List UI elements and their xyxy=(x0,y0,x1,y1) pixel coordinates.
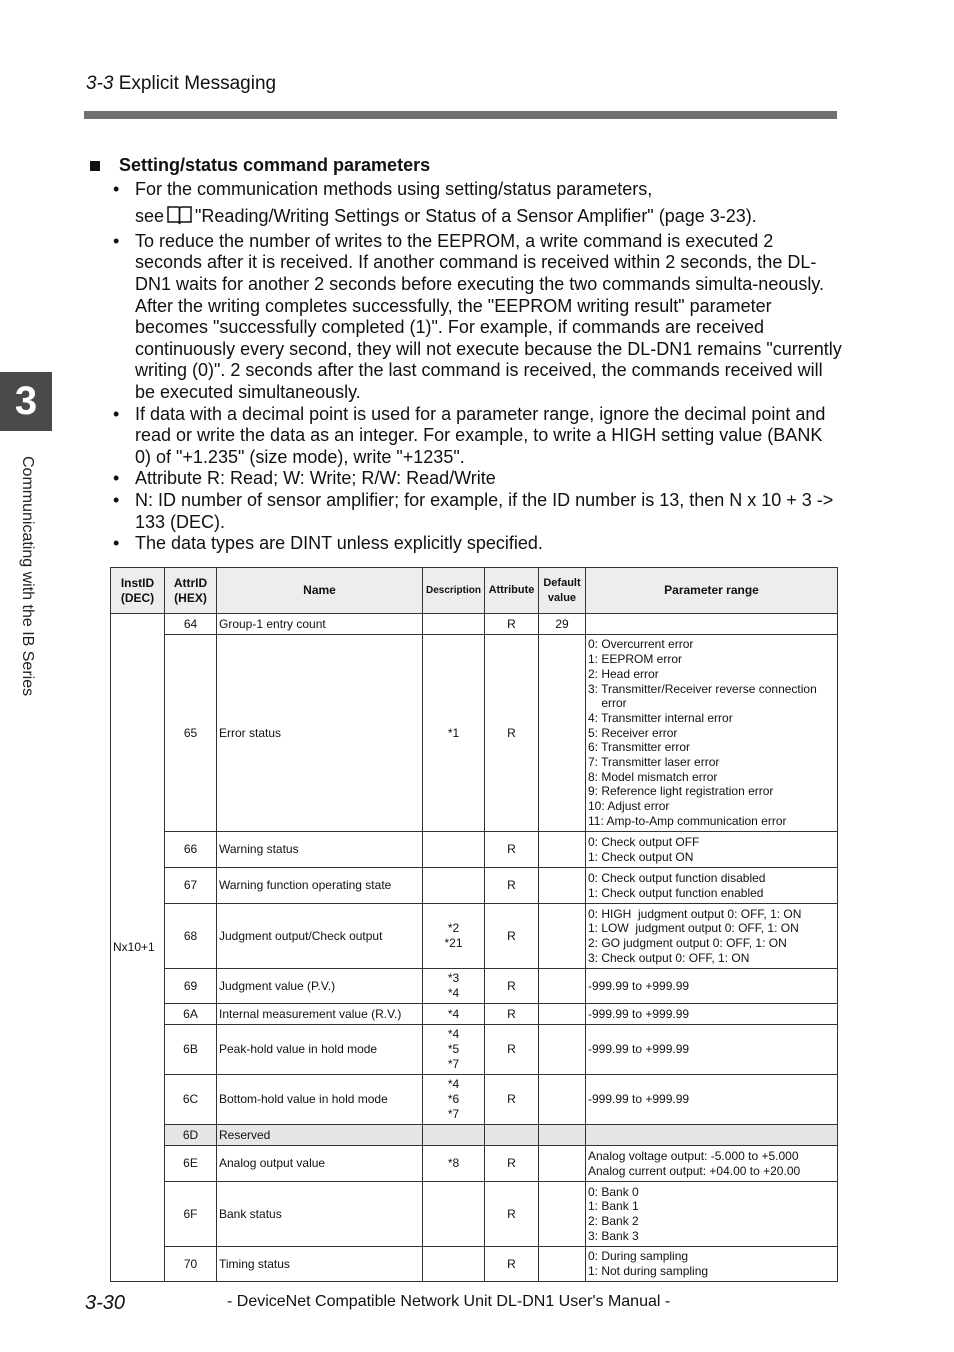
list-item: • N: ID number of sensor amplifier; for example, if the ID number is 13, then N x 10 + 3 -> 133 (DEC). xyxy=(113,489,834,532)
attrid-cell: 6B xyxy=(165,1025,217,1075)
attribute-cell: R xyxy=(485,1182,539,1247)
attribute-cell: R xyxy=(485,969,539,1004)
attrid-cell: 6E xyxy=(165,1146,217,1182)
name-cell: Reserved xyxy=(217,1125,423,1146)
default-cell xyxy=(539,1004,586,1025)
header-attrid: AttrID (HEX) xyxy=(165,568,217,614)
name-cell: Bank status xyxy=(217,1182,423,1247)
description-cell: *4 xyxy=(423,1004,485,1025)
default-cell xyxy=(539,1146,586,1182)
range-cell: Analog voltage output: -5.000 to +5.000 Analog current output: +04.00 to +20.00 xyxy=(586,1146,838,1182)
default-cell xyxy=(539,832,586,868)
description-cell: *2 *21 xyxy=(423,904,485,969)
attrid-cell: 6D xyxy=(165,1125,217,1146)
table-row xyxy=(111,969,838,1004)
description-cell xyxy=(423,1247,485,1282)
table-row xyxy=(111,1025,838,1075)
section-number: 3-3 xyxy=(86,73,114,94)
default-cell xyxy=(539,1125,586,1146)
list-item: • The data types are DINT unless explicitly specified. xyxy=(113,533,543,554)
default-cell xyxy=(539,1075,586,1125)
chapter-tab: 3 xyxy=(0,372,52,431)
description-cell: *4 *6 *7 xyxy=(423,1075,485,1125)
section-title: Explicit Messaging xyxy=(118,73,277,94)
table-row xyxy=(111,1146,838,1182)
parameters-table xyxy=(110,567,838,1282)
name-cell: Timing status xyxy=(217,1247,423,1282)
name-cell: Judgment value (P.V.) xyxy=(217,969,423,1004)
description-cell: *3 *4 xyxy=(423,969,485,1004)
range-cell xyxy=(586,1125,838,1146)
range-cell: -999.99 to +999.99 xyxy=(586,1004,838,1025)
attrid-cell: 6C xyxy=(165,1075,217,1125)
list-item: • If data with a decimal point is used for a parameter range, ignore the decimal point and read or write the data as an integer. For example, to write a HIGH setting value (BANK 0) of "+1.235" (size mode), write "+1235". xyxy=(113,403,826,467)
name-cell: Analog output value xyxy=(217,1146,423,1182)
range-cell: 0: Check output OFF 1: Check output ON xyxy=(586,832,838,868)
description-cell xyxy=(423,868,485,904)
range-cell: -999.99 to +999.99 xyxy=(586,1025,838,1075)
range-cell: 0: Overcurrent error 1: EEPROM error 2: Head error 3: Transmitter/Receiver reverse connection error 4: Transmitter internal error 5: Receiver error 6: Transmitter error 7: Transmitter laser error 8: Model mismatch error 9: Reference light registration error 10: Adjust error 11: Amp-to-Amp communication error xyxy=(586,635,838,832)
attribute-cell: R xyxy=(485,635,539,832)
description-cell: *8 xyxy=(423,1146,485,1182)
table-row xyxy=(111,904,838,969)
default-cell xyxy=(539,1247,586,1282)
range-cell: 0: HIGH judgment output 0: OFF, 1: ON 1: LOW judgment output 0: OFF, 1: ON 2: GO judgment output 0: OFF, 1: ON 3: Check output 0: OFF, 1: ON xyxy=(586,904,838,969)
attribute-cell: R xyxy=(485,614,539,635)
default-cell xyxy=(539,868,586,904)
book-icon xyxy=(167,205,192,231)
table-row xyxy=(111,832,838,868)
header-attribute: Attribute xyxy=(485,568,539,614)
side-label: Communicating with the IB Series xyxy=(19,456,36,697)
description-cell: *1 xyxy=(423,635,485,832)
table-row xyxy=(111,1125,838,1146)
page-number: 3-30 xyxy=(85,1292,126,1314)
manual-title: - DeviceNet Compatible Network Unit DL-DN1 User's Manual - xyxy=(227,1293,671,1310)
table-row xyxy=(111,868,838,904)
attribute-cell: R xyxy=(485,1146,539,1182)
header-instid: InstID (DEC) xyxy=(111,568,165,614)
name-cell: Peak-hold value in hold mode xyxy=(217,1025,423,1075)
attrid-cell: 64 xyxy=(165,614,217,635)
description-cell xyxy=(423,1182,485,1247)
parameters-section xyxy=(88,155,843,555)
table-row xyxy=(111,1075,838,1125)
attrid-cell: 69 xyxy=(165,969,217,1004)
range-cell xyxy=(586,614,838,635)
description-cell: *4 *5 *7 xyxy=(423,1025,485,1075)
attrid-cell: 6F xyxy=(165,1182,217,1247)
name-cell: Internal measurement value (R.V.) xyxy=(217,1004,423,1025)
page-reference-link[interactable]: "Reading/Writing Settings or Status of a Sensor Amplifier" (page 3-23). xyxy=(195,206,757,227)
bullet-list xyxy=(88,179,843,555)
attrid-cell: 6A xyxy=(165,1004,217,1025)
instid-cell: Nx10+1 xyxy=(111,614,165,1282)
table-row xyxy=(111,1004,838,1025)
attribute-cell: R xyxy=(485,1004,539,1025)
range-cell: 0: Bank 0 1: Bank 1 2: Bank 2 3: Bank 3 xyxy=(586,1182,838,1247)
list-item: • For the communication methods using setting/status parameters, see "Reading/Writing Settings or Status of a Sensor Amplifier" (page 3-23). xyxy=(88,179,843,231)
page-header xyxy=(86,73,276,95)
range-cell: 0: During sampling 1: Not during sampling xyxy=(586,1247,838,1282)
name-cell: Judgment output/Check output xyxy=(217,904,423,969)
range-cell: -999.99 to +999.99 xyxy=(586,969,838,1004)
header-description: Description xyxy=(423,568,485,614)
name-cell: Error status xyxy=(217,635,423,832)
default-cell xyxy=(539,969,586,1004)
table-row xyxy=(111,635,838,832)
attribute-cell: R xyxy=(485,904,539,969)
name-cell: Bottom-hold value in hold mode xyxy=(217,1075,423,1125)
table-row xyxy=(111,614,838,635)
range-cell: 0: Check output function disabled 1: Check output function enabled xyxy=(586,868,838,904)
name-cell: Warning status xyxy=(217,832,423,868)
attrid-cell: 67 xyxy=(165,868,217,904)
attribute-cell: R xyxy=(485,1247,539,1282)
attrid-cell: 66 xyxy=(165,832,217,868)
subsection-title: Setting/status command parameters xyxy=(119,155,431,175)
name-cell: Warning function operating state xyxy=(217,868,423,904)
attribute-cell: R xyxy=(485,1025,539,1075)
subsection-heading xyxy=(88,155,843,177)
attrid-cell: 68 xyxy=(165,904,217,969)
default-cell xyxy=(539,1182,586,1247)
header-name: Name xyxy=(217,568,423,614)
name-cell: Group-1 entry count xyxy=(217,614,423,635)
attrid-cell: 65 xyxy=(165,635,217,832)
default-cell xyxy=(539,904,586,969)
header-rule xyxy=(84,111,837,119)
attribute-cell: R xyxy=(485,1075,539,1125)
description-cell xyxy=(423,1125,485,1146)
list-item: • To reduce the number of writes to the EEPROM, a write command is executed 2 seconds after it is received. If another command is received within 2 seconds, the DL-DN1 waits for another 2 seconds before executing the two commands simulta-neously. After the writing completes successfully, the "EEPROM writing result" parameter becomes "successfully completed (1)". For example, if commands are received continuously every second, they will not execute because the DL-DN1 remains "currently writing (0)". 2 seconds after the last command is received, the commands received will be executed simultaneously. xyxy=(113,230,842,402)
attrid-cell: 70 xyxy=(165,1247,217,1282)
attribute-cell: R xyxy=(485,868,539,904)
header-range: Parameter range xyxy=(586,568,838,614)
table-row xyxy=(111,1247,838,1282)
list-item: • Attribute R: Read; W: Write; R/W: Read/Write xyxy=(113,468,496,489)
default-cell: 29 xyxy=(539,614,586,635)
description-cell xyxy=(423,832,485,868)
square-bullet-icon xyxy=(90,161,100,171)
header-default: Default value xyxy=(539,568,586,614)
table-row xyxy=(111,1182,838,1247)
description-cell xyxy=(423,614,485,635)
default-cell xyxy=(539,635,586,832)
attribute-cell: R xyxy=(485,832,539,868)
range-cell: -999.99 to +999.99 xyxy=(586,1075,838,1125)
attribute-cell xyxy=(485,1125,539,1146)
default-cell xyxy=(539,1025,586,1075)
